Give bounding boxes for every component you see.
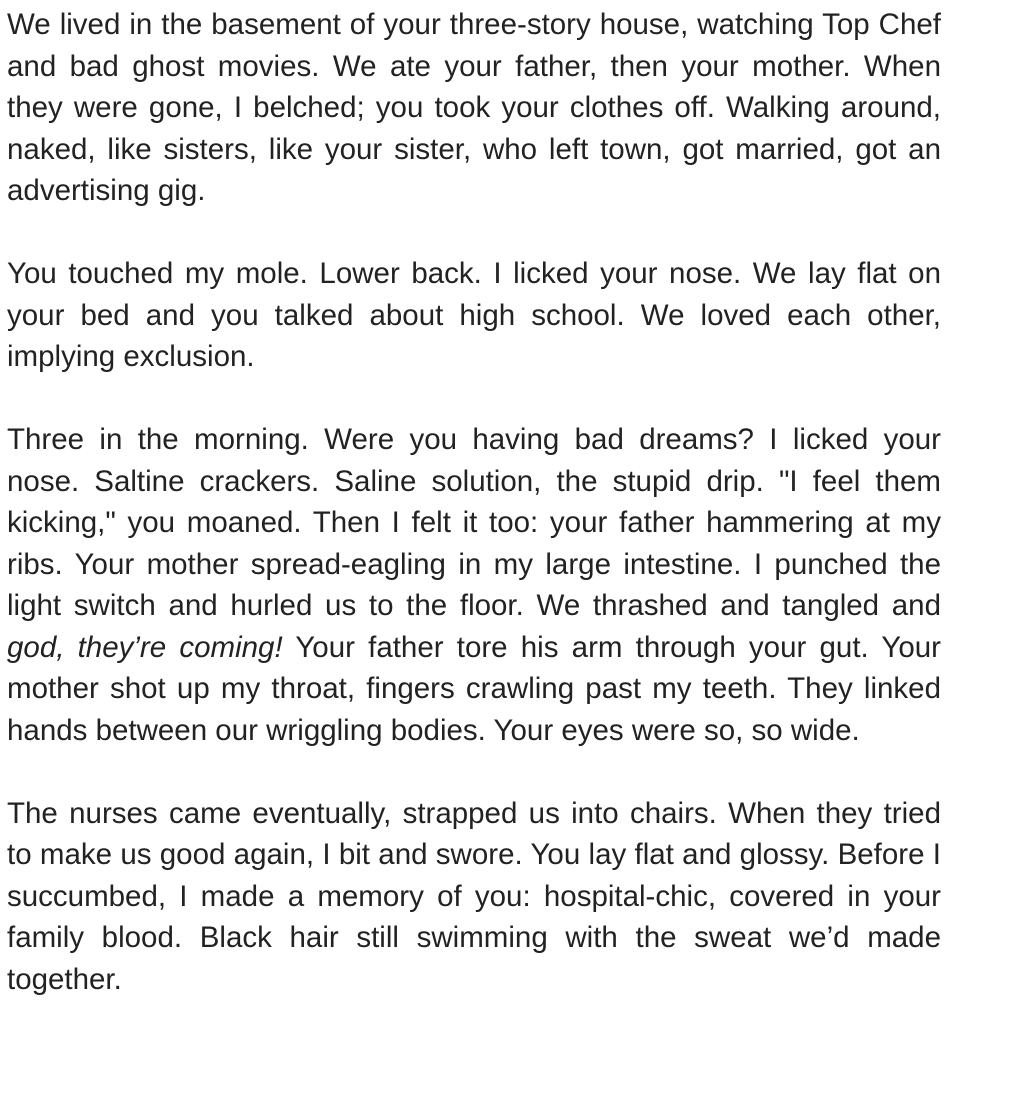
paragraph-2: You touched my mole. Lower back. I licked your nose. We lay flat on your bed and you talked about high school. We loved each other, implying exclusion. — [7, 257, 941, 373]
story-text — [7, 4, 941, 1000]
paragraph-1: We lived in the basement of your three-story house, watching Top Chef and bad ghost movies. We ate your father, then your mother. When they were gone, I belched; you took your clothes off. Walking around, naked, like sisters, like your sister, who left town, got married, got an advertising gig. — [7, 8, 941, 207]
paragraph-3-start: Three in the morning. Were you having bad dreams? I licked your nose. Saltine crackers. Saline solution, the stupid drip. "I feel them kicking," you moaned. Then I felt it too: your father hammering at my ribs. Your mother spread-eagling in my large intestine. I punched the light switch and hurled us to the floor. We thrashed and tangled and — [7, 423, 941, 622]
paragraph-3-end: Your father tore his arm through your gut. Your mother shot up my throat, fingers crawling past my teeth. They linked hands between our wriggling bodies. Your eyes were so, so wide. — [7, 630, 941, 747]
paragraph-3 — [7, 419, 941, 751]
paragraph-3-italic: god, they’re coming! — [7, 630, 283, 664]
paragraph-4: The nurses came eventually, strapped us into chairs. When they tried to make us good again, I bit and swore. You lay flat and glossy. Before I succumbed, I made a memory of you: hospital-chic, covered in your family blood. Black hair still swimming with the sweat we’d made together. — [7, 796, 941, 996]
